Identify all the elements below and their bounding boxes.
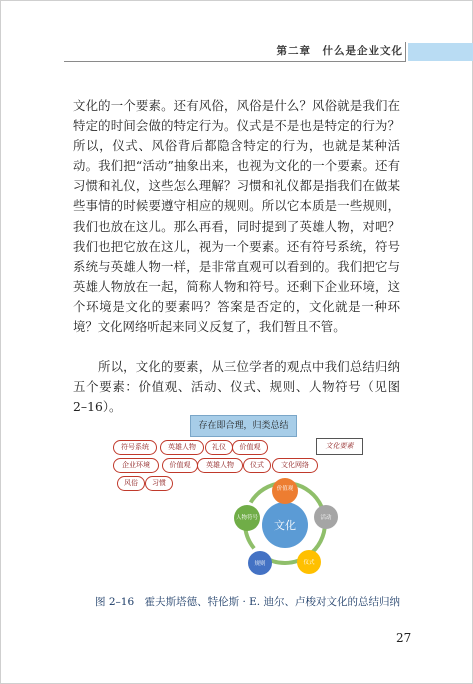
culture-elements-figure — [105, 411, 375, 587]
header-rule — [64, 61, 406, 62]
body-paragraph-1 — [73, 96, 400, 337]
tag-ritual: 仪式 — [243, 458, 271, 473]
paragraph-text: 文化的一个要素。还有风俗，风俗是什么？风俗就是我们在特定的时间会做的特定行为。仪式是不是也是特定的行为？所以，仪式、风俗背后都隐含特定的行为，也就是某种活动。我们把“活动”抽象出来，也视为文化的一个要素。还有习惯和礼仪，这些怎么理解？习惯和礼仪都是指我们在做某些事情的时候要遵守相应的规则。所以它本质是一些规则，我们也放在这儿。那么再看，同时提到了英雄人物，对吧？我们也把它放在这儿，视为一个要素。还有符号系统，符号系统与英雄人物一样，是非常直观可以看到的。我们把它与英雄人物放在一起，简称人物和符号。还剩下企业环境，这个环境是文化的要素吗？答案是否定的，文化就是一种环境？文化网络听起来同义反复了，我们暂且不管。 — [73, 98, 400, 335]
page-number: 27 — [396, 631, 412, 645]
figure-banner: 存在即合理，归类总结 — [190, 415, 297, 437]
node-rule-label: 规则 — [254, 561, 266, 567]
node-activity-label: 活动 — [320, 515, 332, 521]
culture-elements-note: 文化要素 — [316, 438, 363, 455]
tag-hero-2: 英雄人物 — [197, 458, 243, 473]
tag-values-2: 价值观 — [162, 458, 198, 473]
figure-caption: 图 2–16 霍夫斯塔德、特伦斯 · E. 迪尔、卢梭对文化的总结归纳 — [95, 596, 400, 608]
node-ritual-label: 仪式 — [303, 560, 315, 566]
header-color-bar — [408, 43, 473, 61]
tag-values: 价值观 — [232, 440, 268, 455]
node-values-label: 价值观 — [276, 486, 294, 492]
tag-corporate-environment: 企业环境 — [113, 458, 159, 473]
tag-symbol-system: 符号系统 — [113, 440, 157, 455]
tag-etiquette: 礼仪 — [205, 440, 233, 455]
header-divider — [405, 42, 406, 61]
chapter-header: 第二章 什么是企业文化 — [276, 45, 403, 57]
paragraph-text: 所以，文化的要素，从三位学者的观点中我们总结归纳五个要素：价值观、活动、仪式、规则、人物符号（见图 2–16）。 — [73, 359, 400, 415]
tag-hero: 英雄人物 — [160, 440, 204, 455]
culture-cycle-diagram — [105, 411, 375, 587]
tag-culture-network: 文化网络 — [272, 458, 318, 473]
body-paragraph-2 — [73, 357, 400, 417]
tag-habit: 习惯 — [145, 476, 173, 491]
node-people-symbols-label: 人物符号 — [235, 515, 259, 521]
tag-custom: 风俗 — [117, 476, 145, 491]
center-label: 文化 — [274, 519, 296, 532]
